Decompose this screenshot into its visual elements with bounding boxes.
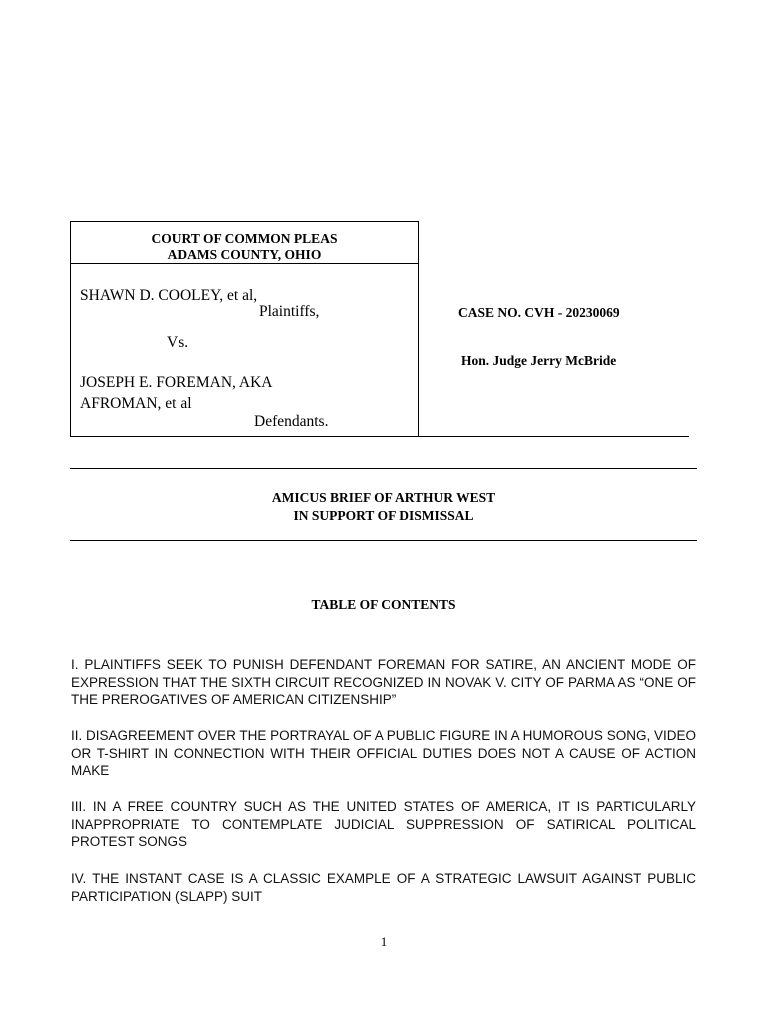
brief-title-line2: IN SUPPORT OF DISMISSAL xyxy=(293,508,474,523)
toc-item-4: IV. THE INSTANT CASE IS A CLASSIC EXAMPLE OF A STRATEGIC LAWSUIT AGAINST PUBLIC PARTICIPATION (SLAPP) SUIT xyxy=(71,871,696,904)
court-name: COURT OF COMMON PLEAS xyxy=(151,231,338,246)
toc-item-1: I. PLAINTIFFS SEEK TO PUNISH DEFENDANT FOREMAN FOR SATIRE, AN ANCIENT MODE OF EXPRESSION THAT THE SIXTH CIRCUIT RECOGNIZED IN NOVAK V. CITY OF PARMA AS “ONE OF THE PREROGATIVES OF AMERICAN CITIZENSHIP” xyxy=(71,657,696,708)
toc-item-2: II. DISAGREEMENT OVER THE PORTRAYAL OF A PUBLIC FIGURE IN A HUMOROUS SONG, VIDEO OR T-SHIRT IN CONNECTION WITH THEIR OFFICIAL DUTIES DOES NOT A CAUSE OF ACTION MAKE xyxy=(71,728,696,779)
case-caption-box xyxy=(70,221,419,437)
title-rule-top xyxy=(70,468,697,469)
plaintiff-name: SHAWN D. COOLEY, et al, xyxy=(80,287,258,304)
court-header xyxy=(71,222,418,264)
caption-underline xyxy=(419,436,689,437)
toc-item-3: III. IN A FREE COUNTRY SUCH AS THE UNITED STATES OF AMERICA, IT IS PARTICULARLY INAPPROPRIATE TO CONTEMPLATE JUDICIAL SUPPRESSION OF SATIRICAL POLITICAL PROTEST SONGS xyxy=(71,799,696,850)
court-county: ADAMS COUNTY, OHIO xyxy=(167,247,322,262)
defendant-name-line1: JOSEPH E. FOREMAN, AKA xyxy=(80,374,273,391)
defendant-role: Defendants. xyxy=(254,413,329,430)
plaintiff-role: Plaintiffs, xyxy=(259,303,320,320)
defendant-name-line2: AFROMAN, et al xyxy=(80,395,192,412)
brief-title-line1: AMICUS BRIEF OF ARTHUR WEST xyxy=(271,490,496,505)
toc-heading: TABLE OF CONTENTS xyxy=(311,597,456,612)
page-number: 1 xyxy=(380,934,388,949)
judge-name: Hon. Judge Jerry McBride xyxy=(461,353,617,368)
title-rule-bottom xyxy=(70,540,697,541)
versus-label: Vs. xyxy=(167,334,189,351)
case-number: CASE NO. CVH - 20230069 xyxy=(458,305,620,320)
